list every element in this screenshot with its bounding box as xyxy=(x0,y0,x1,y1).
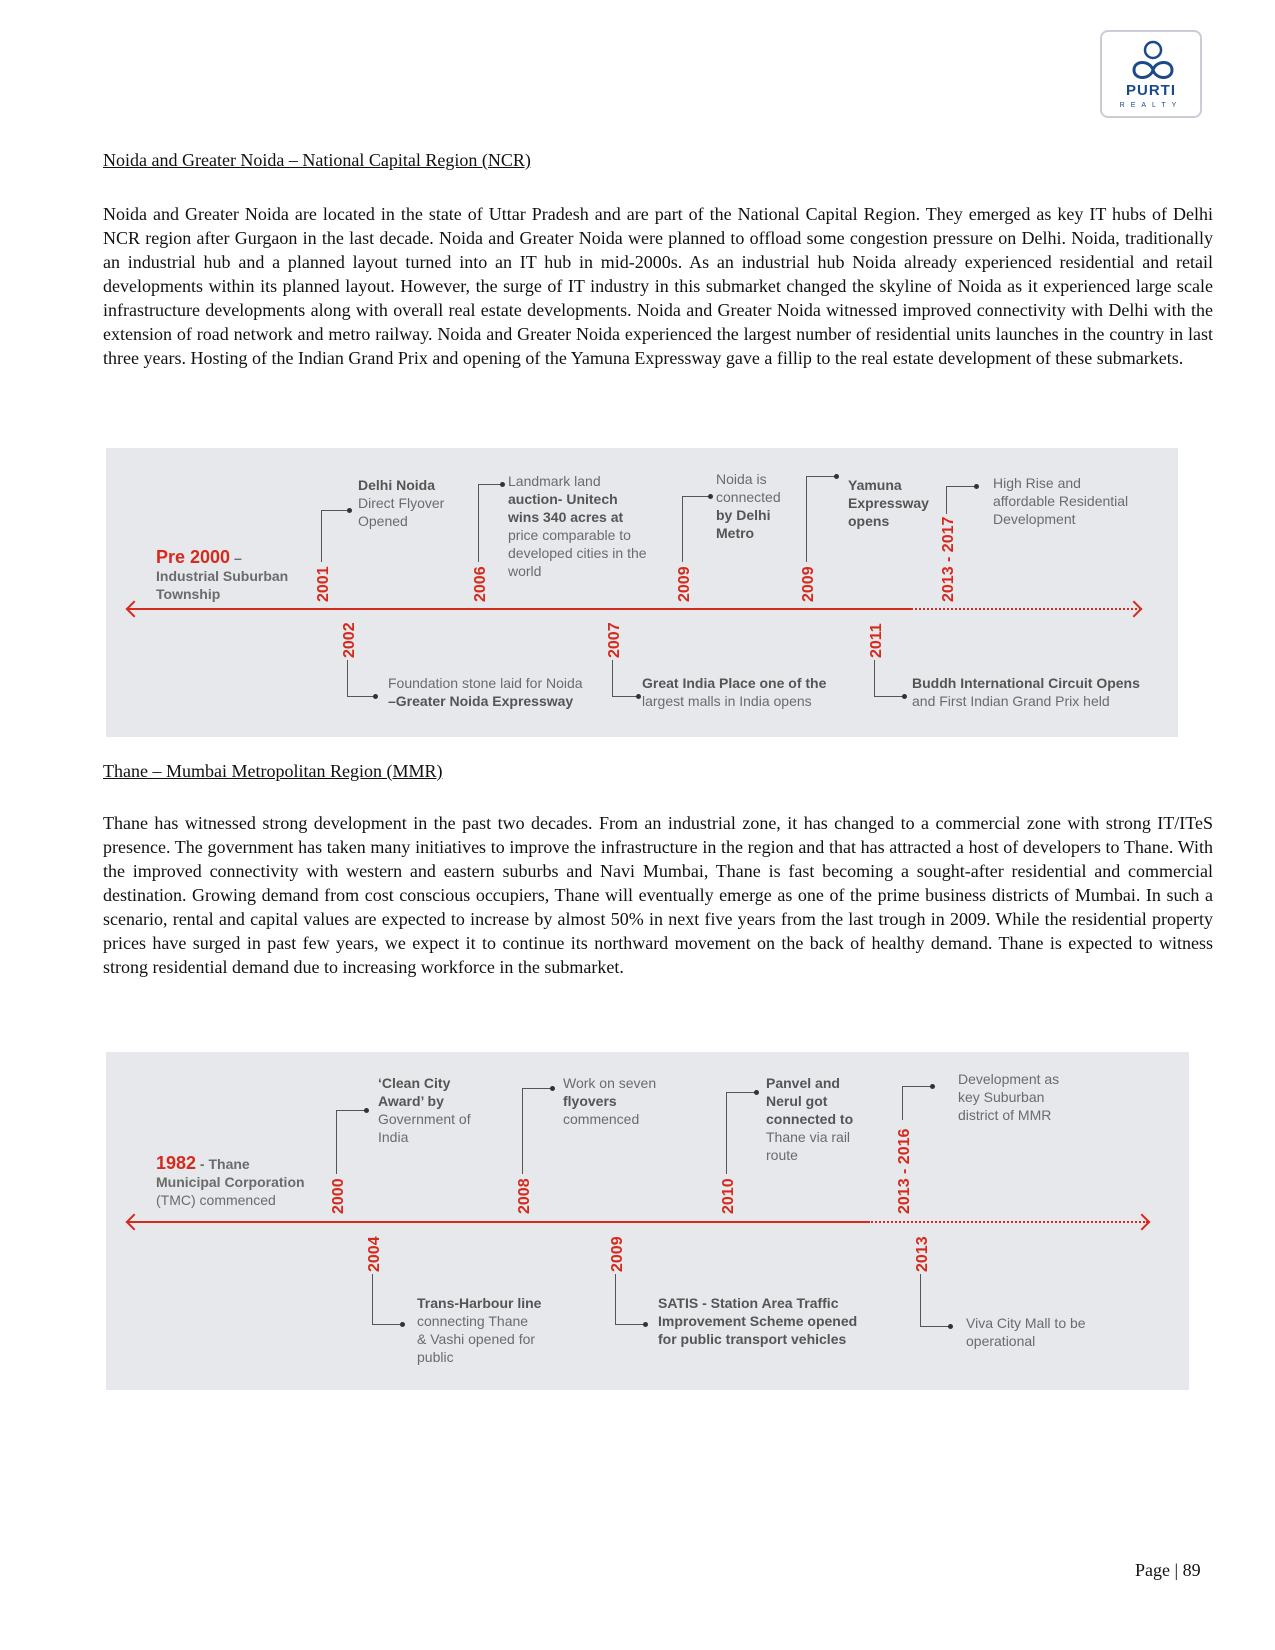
timeline-start-dash: - Thane xyxy=(196,1156,250,1172)
event-connector xyxy=(321,510,322,562)
event-text: route xyxy=(766,1147,798,1163)
section-heading-mmr: Thane – Mumbai Metropolitan Region (MMR) xyxy=(103,761,443,781)
timeline-start-year: Pre 2000 xyxy=(156,547,231,567)
event-year: 2009 xyxy=(676,566,693,602)
event-year: 2008 xyxy=(516,1178,533,1214)
event-text: Trans-Harbour line xyxy=(417,1295,542,1311)
event-connector xyxy=(478,484,479,562)
event-text: Nerul got xyxy=(766,1093,828,1109)
event-text: opens xyxy=(848,513,890,529)
event-connector xyxy=(920,1274,921,1326)
event-label xyxy=(642,674,826,710)
event-label xyxy=(563,1074,656,1128)
event-year: 2001 xyxy=(315,566,332,602)
event-text: Development xyxy=(993,511,1076,527)
event-text: connected to xyxy=(766,1111,854,1127)
event-text: price comparable to xyxy=(508,527,631,543)
event-pointer xyxy=(874,696,904,697)
event-year: 2010 xyxy=(720,1178,737,1214)
event-pointer xyxy=(920,1326,950,1327)
timeline-axis-future xyxy=(868,1221,1148,1223)
timeline-start-label-2: Township xyxy=(156,586,221,602)
event-connector xyxy=(522,1088,523,1174)
timeline-mmr xyxy=(106,1052,1189,1390)
arrow-left-icon xyxy=(126,601,143,618)
event-text: Landmark land xyxy=(508,473,601,489)
event-pointer xyxy=(946,486,976,487)
event-text: connecting Thane xyxy=(417,1313,529,1329)
event-year: 2013 xyxy=(914,1236,931,1272)
event-text: Metro xyxy=(716,525,755,541)
timeline-axis xyxy=(128,608,911,610)
event-connector xyxy=(372,1274,373,1324)
event-connector xyxy=(902,1086,903,1120)
event-text: and First Indian Grand Prix held xyxy=(912,693,1110,709)
event-text: public xyxy=(417,1349,454,1365)
event-text: SATIS - Station Area Traffic xyxy=(658,1295,839,1311)
event-year: 2011 xyxy=(868,623,885,658)
event-text: Yamuna xyxy=(848,477,902,493)
event-year: 2004 xyxy=(366,1236,383,1272)
event-connector xyxy=(347,660,348,696)
event-pointer xyxy=(347,696,375,697)
section-paragraph-mmr: Thane has witnessed strong development in the past two decades. From an industrial zone, it has changed to a commercial zone with strong IT/ITeS presence. The government has taken many initiatives to improve the infrastructure in the region and that has attracted a host of developers to Thane. With the improved connectivity with western and eastern suburbs and Navi Mumbai, Thane is fast becoming a sought-after residential and commercial destination. Growing demand from cost conscious occupiers, Thane will eventually emerge as one of the prime business districts of Mumbai. In such a scenario, rental and capital values are expected to increase by almost 50% in next five years from the last trough in 2009. While the residential property prices have surged in past few years, we expect it to continue its northward movement on the back of healthy demand. Thane is expected to witness strong residential demand due to increasing workforce in the submarket. xyxy=(103,813,1213,977)
event-pointer xyxy=(902,1086,932,1087)
event-pointer xyxy=(726,1092,756,1093)
event-label xyxy=(378,1074,471,1146)
event-text: Noida is xyxy=(716,471,767,487)
event-label xyxy=(358,476,444,530)
section-paragraph-ncr: Noida and Greater Noida are located in the state of Uttar Pradesh and are part of the National Capital Region. They emerged as key IT hubs of Delhi NCR region after Gurgaon in the last decade. Noida and Greater Noida were planned to offload some congestion pressure on Delhi. Noida, traditionally an industrial hub and a planned layout turned into an IT hub in mid-2000s. As an industrial hub Noida already experienced residential and retail developments within its planned layout. However, the surge of IT industry in this submarket changed the skyline of Noida as it experienced large scale infrastructure developments along with overall real estate developments. Noida and Greater Noida witnessed improved connectivity with Delhi with the extension of road network and metro railway. Noida and Greater Noida experienced the largest number of residential units launches in the country in last three years. Hosting of the Indian Grand Prix and opening of the Yamuna Expressway gave a fillip to the real estate development of these submarkets. xyxy=(103,204,1213,368)
event-label xyxy=(508,472,647,580)
arrow-right-icon xyxy=(1134,1214,1151,1231)
event-text: flyovers xyxy=(563,1093,617,1109)
event-text: Expressway xyxy=(848,495,929,511)
timeline-start-label-1: Municipal Corporation xyxy=(156,1174,305,1190)
timeline-start-label-2: (TMC) commenced xyxy=(156,1192,276,1208)
event-text: Government of xyxy=(378,1111,471,1127)
event-pointer xyxy=(372,1324,402,1325)
event-connector xyxy=(806,476,807,562)
event-connector xyxy=(874,660,875,696)
event-label xyxy=(966,1314,1086,1350)
event-text: developed cities in the xyxy=(508,545,647,561)
event-text: –Greater Noida Expressway xyxy=(388,693,574,709)
event-pointer xyxy=(336,1110,366,1111)
event-text: wins 340 acres at xyxy=(508,509,624,525)
timeline-start-dash: – xyxy=(230,550,242,566)
event-text: key Suburban xyxy=(958,1089,1045,1105)
event-text: Development as xyxy=(958,1071,1060,1087)
timeline-start xyxy=(156,1154,305,1209)
event-text: affordable Residential xyxy=(993,493,1129,509)
event-year: 2002 xyxy=(341,622,358,658)
event-text: Direct Flyover xyxy=(358,495,445,511)
timeline-axis xyxy=(128,1221,868,1223)
event-connector xyxy=(946,486,947,514)
event-year: 2013 - 2017 xyxy=(940,516,957,602)
timeline-start-label-1: Industrial Suburban xyxy=(156,568,289,584)
event-text: largest malls in India opens xyxy=(642,693,812,709)
section-heading-ncr: Noida and Greater Noida – National Capital Region (NCR) xyxy=(103,150,531,170)
event-pointer xyxy=(682,496,710,497)
event-text: Delhi Noida xyxy=(358,477,436,493)
event-pointer xyxy=(478,484,502,485)
event-pointer xyxy=(321,510,349,511)
event-pointer xyxy=(615,1324,645,1325)
event-label xyxy=(912,674,1140,710)
event-label xyxy=(417,1294,541,1366)
arrow-left-icon xyxy=(126,1214,143,1231)
company-logo xyxy=(1100,30,1202,118)
event-text: connected xyxy=(716,489,781,505)
event-label xyxy=(766,1074,853,1164)
event-text: ‘Clean City xyxy=(378,1075,451,1091)
event-text: operational xyxy=(966,1333,1036,1349)
event-pointer xyxy=(522,1088,552,1089)
event-year: 2009 xyxy=(609,1236,626,1272)
event-year: 2006 xyxy=(472,566,489,602)
event-text: Award’ by xyxy=(378,1093,444,1109)
timeline-start-year: 1982 xyxy=(156,1153,197,1173)
event-text: Buddh International Circuit Opens xyxy=(912,675,1140,691)
event-label xyxy=(388,674,583,710)
event-text: & Vashi opened for xyxy=(417,1331,536,1347)
event-connector xyxy=(615,1274,616,1324)
event-label xyxy=(993,474,1128,528)
event-text: Improvement Scheme opened xyxy=(658,1313,858,1329)
event-text: High Rise and xyxy=(993,475,1081,491)
timeline-ncr xyxy=(106,448,1178,737)
event-text: commenced xyxy=(563,1111,640,1127)
infinity-emblem-icon xyxy=(1128,38,1178,84)
event-connector xyxy=(682,496,683,562)
logo-brand: PURTI xyxy=(1126,82,1176,99)
event-connector xyxy=(336,1110,337,1174)
logo-subtitle: REALTY xyxy=(1119,102,1183,109)
event-year: 2009 xyxy=(800,566,817,602)
event-text: Work on seven xyxy=(563,1075,657,1091)
event-text: by Delhi xyxy=(716,507,771,523)
event-year: 2007 xyxy=(606,622,623,658)
event-text: world xyxy=(508,563,542,579)
event-text: Opened xyxy=(358,513,408,529)
event-text: Viva City Mall to be xyxy=(966,1315,1086,1331)
event-year: 2013 - 2016 xyxy=(896,1128,913,1214)
event-year: 2000 xyxy=(330,1178,347,1214)
event-text: for public transport vehicles xyxy=(658,1331,847,1347)
event-text: auction- Unitech xyxy=(508,491,618,507)
event-connector xyxy=(726,1092,727,1174)
event-text: Great India Place one of the xyxy=(642,675,827,691)
event-connector xyxy=(612,660,613,696)
event-text: Thane via rail xyxy=(766,1129,851,1145)
event-label xyxy=(958,1070,1059,1124)
event-label xyxy=(658,1294,857,1348)
event-text: district of MMR xyxy=(958,1107,1052,1123)
event-pointer xyxy=(806,476,836,477)
event-pointer xyxy=(612,696,638,697)
event-text: Panvel and xyxy=(766,1075,840,1091)
event-label xyxy=(848,476,929,530)
event-text: Foundation stone laid for Noida xyxy=(388,675,583,691)
arrow-right-icon xyxy=(1126,601,1143,618)
event-label xyxy=(716,470,781,542)
timeline-start xyxy=(156,548,288,603)
page-number: Page | 89 xyxy=(1135,1560,1201,1580)
timeline-axis-future xyxy=(911,608,1141,610)
event-text: India xyxy=(378,1129,409,1145)
